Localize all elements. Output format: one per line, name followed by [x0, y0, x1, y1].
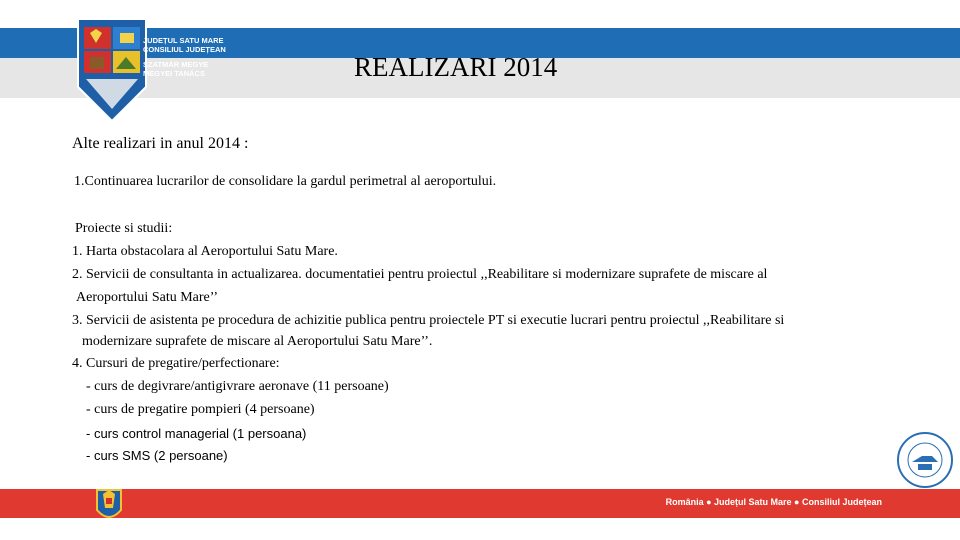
org-line: MEGYEI TANÁCS [143, 69, 205, 78]
airport-seal-icon [894, 430, 956, 490]
national-coat-of-arms-icon [94, 484, 124, 524]
list-item: modernizare suprafete de miscare al Aeroportului Satu Mare’’. [82, 334, 433, 349]
list-item: - curs control managerial (1 persoana) [86, 426, 307, 441]
org-name [143, 36, 226, 78]
list-item: Aeroportului Satu Mare’’ [76, 290, 219, 305]
list-item: 2. Servicii de consultanta in actualizarea. documentatiei pentru proiectul ,,Reabilitare si modernizare suprafete de miscare al [72, 267, 768, 282]
page-title: REALIZARI 2014 [354, 52, 558, 82]
org-line: JUDEȚUL SATU MARE [143, 36, 224, 45]
org-line: CONSILIUL JUDEȚEAN [143, 45, 226, 54]
list-item: 1.Continuarea lucrarilor de consolidare la gardul perimetral al aeroportului. [74, 174, 497, 189]
section-subtitle: Alte realizari in anul 2014 : [72, 135, 249, 152]
projects-heading: Proiecte si studii: [75, 221, 173, 236]
footer-text: România ● Județul Satu Mare ● Consiliul Județean [665, 497, 882, 507]
list-item: 3. Servicii de asistenta pe procedura de achizitie publica pentru proiectele PT si executie lucrari pentru proiectul ,,Reabilitare si [72, 313, 785, 328]
county-shield-icon [76, 17, 148, 123]
list-item: 1. Harta obstacolara al Aeroportului Satu Mare. [72, 244, 338, 259]
list-item: - curs de pregatire pompieri (4 persoane) [86, 402, 315, 417]
list-item: - curs SMS (2 persoane) [86, 448, 228, 463]
list-item: 4. Cursuri de pregatire/perfectionare: [72, 356, 280, 371]
org-line: SZATMÁR MEGYE [143, 60, 209, 69]
list-item: - curs de degivrare/antigivrare aeronave (11 persoane) [86, 379, 389, 394]
